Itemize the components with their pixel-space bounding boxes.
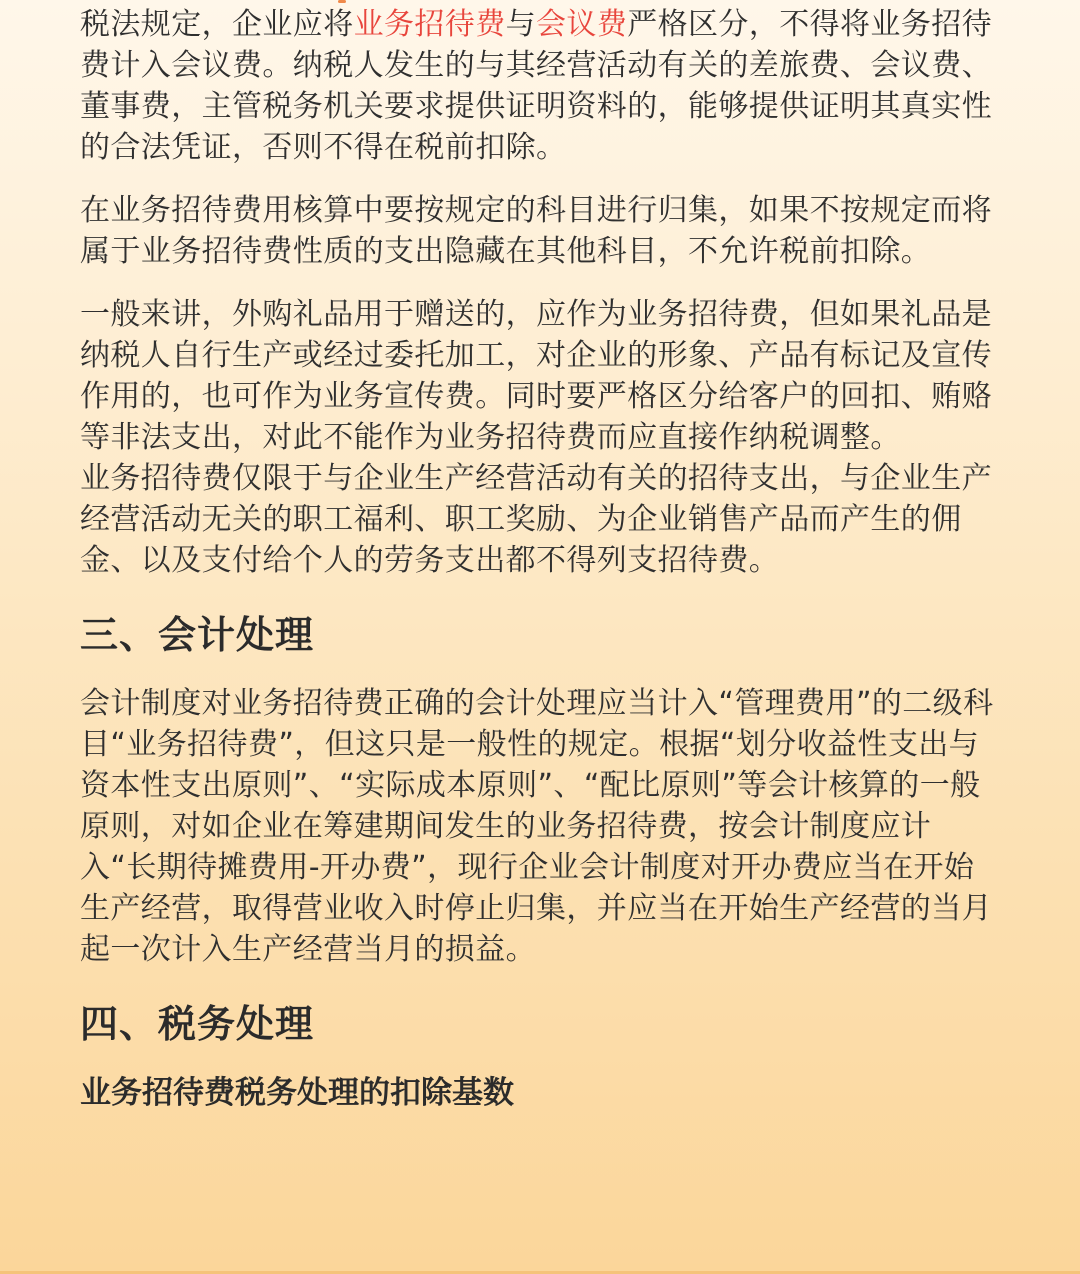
p1-text-a: 税法规定，企业应将 — [80, 7, 354, 42]
p1-text-c: 严格区分，不得将业务招待费计入会议费。纳税人发生的与其经营活动有关的差旅费、会议费、董事费，主管税务机关要求提供证明资料的，能够提供证明其真实性的合法凭证，否则不得在税前扣除。 — [80, 7, 993, 165]
paragraph-tax-rule — [80, 4, 1000, 168]
highlight-entertainment-expense: 业务招待费 — [353, 7, 506, 42]
section-title-accounting: 三、会计处理 — [80, 613, 315, 657]
top-decoration — [338, 0, 346, 3]
paragraph-scope: 业务招待费仅限于与企业生产经营活动有关的招待支出，与企业生产经营活动无关的职工福利、职工奖励、为企业销售产品而产生的佣金、以及支付给个人的劳务支出都不得列支招待费。 — [80, 461, 992, 578]
p1-text-b: 与 — [505, 7, 537, 42]
paragraph-accounting-subject: 在业务招待费用核算中要按规定的科目进行归集，如果不按规定而将属于业务招待费性质的支出隐藏在其他科目，不允许税前扣除。 — [80, 193, 992, 269]
paragraph-gifts: 一般来讲，外购礼品用于赠送的，应作为业务招待费，但如果礼品是纳税人自行生产或经过委托加工，对企业的形象、产品有标记及宣传作用的，也可作为业务宣传费。同时要严格区分给客户的回扣、贿赂等非法支出，对此不能作为业务招待费而应直接作纳税调整。 — [80, 297, 992, 455]
highlight-meeting-expense: 会议费 — [536, 7, 628, 42]
paragraph-accounting-treatment: 会计制度对业务招待费正确的会计处理应当计入“管理费用”的二级科目“业务招待费”，但这只是一般性的规定。根据“划分收益性支出与资本性支出原则”、“实际成本原则”、“配比原则”等会计核算的一般原则，对如企业在筹建期间发生的业务招待费，按会计制度应计入“长期待摊费用-开办费”，现行企业会计制度对开办费应当在开始生产经营，取得营业收入时停止归集，并应当在开始生产经营的当月起一次计入生产经营当月的损益。 — [80, 686, 994, 967]
subtitle-deduction-base: 业务招待费税务处理的扣除基数 — [80, 1075, 514, 1111]
section-title-tax: 四、税务处理 — [80, 1002, 315, 1046]
